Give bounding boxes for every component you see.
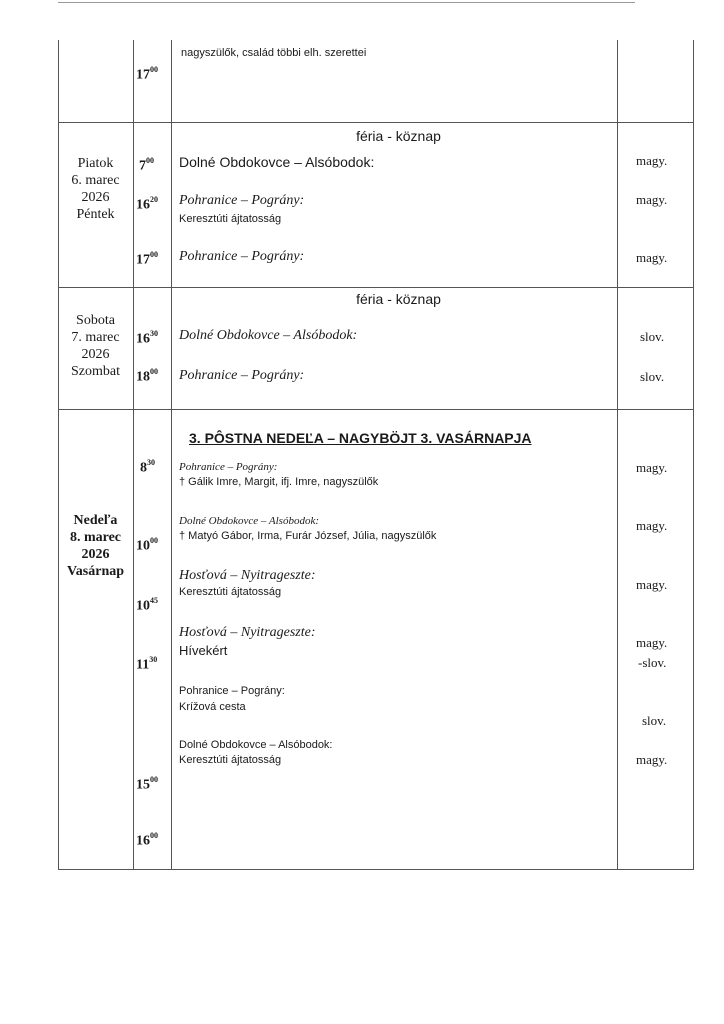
saturday-day-label: Sobota 7. marec 2026 Szombat	[71, 313, 120, 379]
friday-place-1: Dolné Obdokovce – Alsóbodok:	[179, 154, 375, 170]
saturday-place-1: Dolné Obdokovce – Alsóbodok:	[179, 328, 358, 343]
saturday-time-2: $18^{00}$	[136, 367, 158, 385]
friday-day-label: Piatok 6. marec 2026 Péntek	[71, 156, 120, 222]
sunday-lang-4b: -slov.	[638, 655, 667, 670]
sunday-lang-4: magy.	[636, 635, 668, 650]
sunday-lang-6: magy.	[636, 752, 668, 767]
top-row-time: $17^{00}$	[136, 65, 158, 83]
sunday-place-1: Pohranice – Pográny:	[179, 461, 278, 473]
friday-time-1: $7^{00}$	[139, 156, 154, 174]
saturday-feria: féria - köznap	[356, 291, 441, 307]
sunday-time-1: $8^{30}$	[140, 458, 155, 476]
top-row-text: nagyszülők, család többi elh. szerettei	[181, 47, 367, 59]
sunday-lang-2: magy.	[636, 518, 668, 533]
row-divider-friday	[58, 122, 694, 123]
sunday-time-6: $16^{00}$	[136, 831, 158, 849]
sunday-note-4: Hívekért	[179, 643, 228, 658]
friday-lang-1: magy.	[636, 153, 668, 168]
sunday-place-4: Hosťová – Nyitrageszte:	[179, 625, 316, 640]
grid-content-divider	[171, 40, 172, 870]
row-divider-saturday	[58, 287, 694, 288]
sunday-title: 3. PÔSTNA NEDEĽA – NAGYBÖJT 3. VASÁRNAPJA	[189, 430, 532, 446]
row-divider-sunday	[58, 409, 694, 410]
sunday-time-3: $10^{45}$	[136, 596, 158, 614]
friday-feria: féria - köznap	[356, 128, 441, 144]
sunday-time-5: $15^{00}$	[136, 775, 158, 793]
sunday-note-3: Keresztúti ájtatosság	[179, 586, 282, 598]
sunday-note-1: † Gálik Imre, Margit, ifj. Imre, nagyszülők	[179, 476, 379, 488]
sunday-note-2: † Matyó Gábor, Irma, Furár József, Júlia, nagyszülők	[179, 530, 437, 542]
sunday-note-6: Keresztúti ájtatosság	[179, 754, 282, 766]
friday-note-2: Keresztúti ájtatosság	[179, 213, 282, 225]
saturday-time-1: $16^{30}$	[136, 329, 158, 347]
friday-time-2: $16^{20}$	[136, 195, 158, 213]
sunday-time-4: $11^{30}$	[136, 655, 158, 673]
sunday-lang-5: slov.	[642, 713, 667, 728]
bottom-border-line	[58, 869, 694, 870]
saturday-lang-2: slov.	[640, 369, 665, 384]
sunday-day-label: Nedeľa 8. marec 2026 Vasárnap	[66, 513, 125, 579]
sunday-place-6: Dolné Obdokovce – Alsóbodok:	[179, 739, 333, 751]
top-border-line	[58, 2, 635, 3]
friday-lang-3: magy.	[636, 250, 668, 265]
grid-lang-divider	[617, 40, 618, 870]
sunday-note-5: Krížová cesta	[179, 701, 246, 713]
sunday-place-2: Dolné Obdokovce – Alsóbodok:	[179, 515, 320, 527]
sunday-time-2: $10^{00}$	[136, 536, 158, 554]
grid-time-divider	[133, 40, 134, 870]
friday-lang-2: magy.	[636, 192, 668, 207]
sunday-place-3: Hosťová – Nyitrageszte:	[179, 568, 316, 583]
sunday-lang-3: magy.	[636, 577, 668, 592]
friday-place-2: Pohranice – Pográny:	[179, 193, 305, 208]
sunday-place-5: Pohranice – Pográny:	[179, 685, 285, 697]
saturday-place-2: Pohranice – Pográny:	[179, 368, 305, 383]
friday-time-3: $17^{00}$	[136, 250, 158, 268]
grid-right-border	[693, 40, 694, 870]
saturday-lang-1: slov.	[640, 329, 665, 344]
friday-place-3: Pohranice – Pográny:	[179, 249, 305, 264]
sunday-lang-1: magy.	[636, 460, 668, 475]
